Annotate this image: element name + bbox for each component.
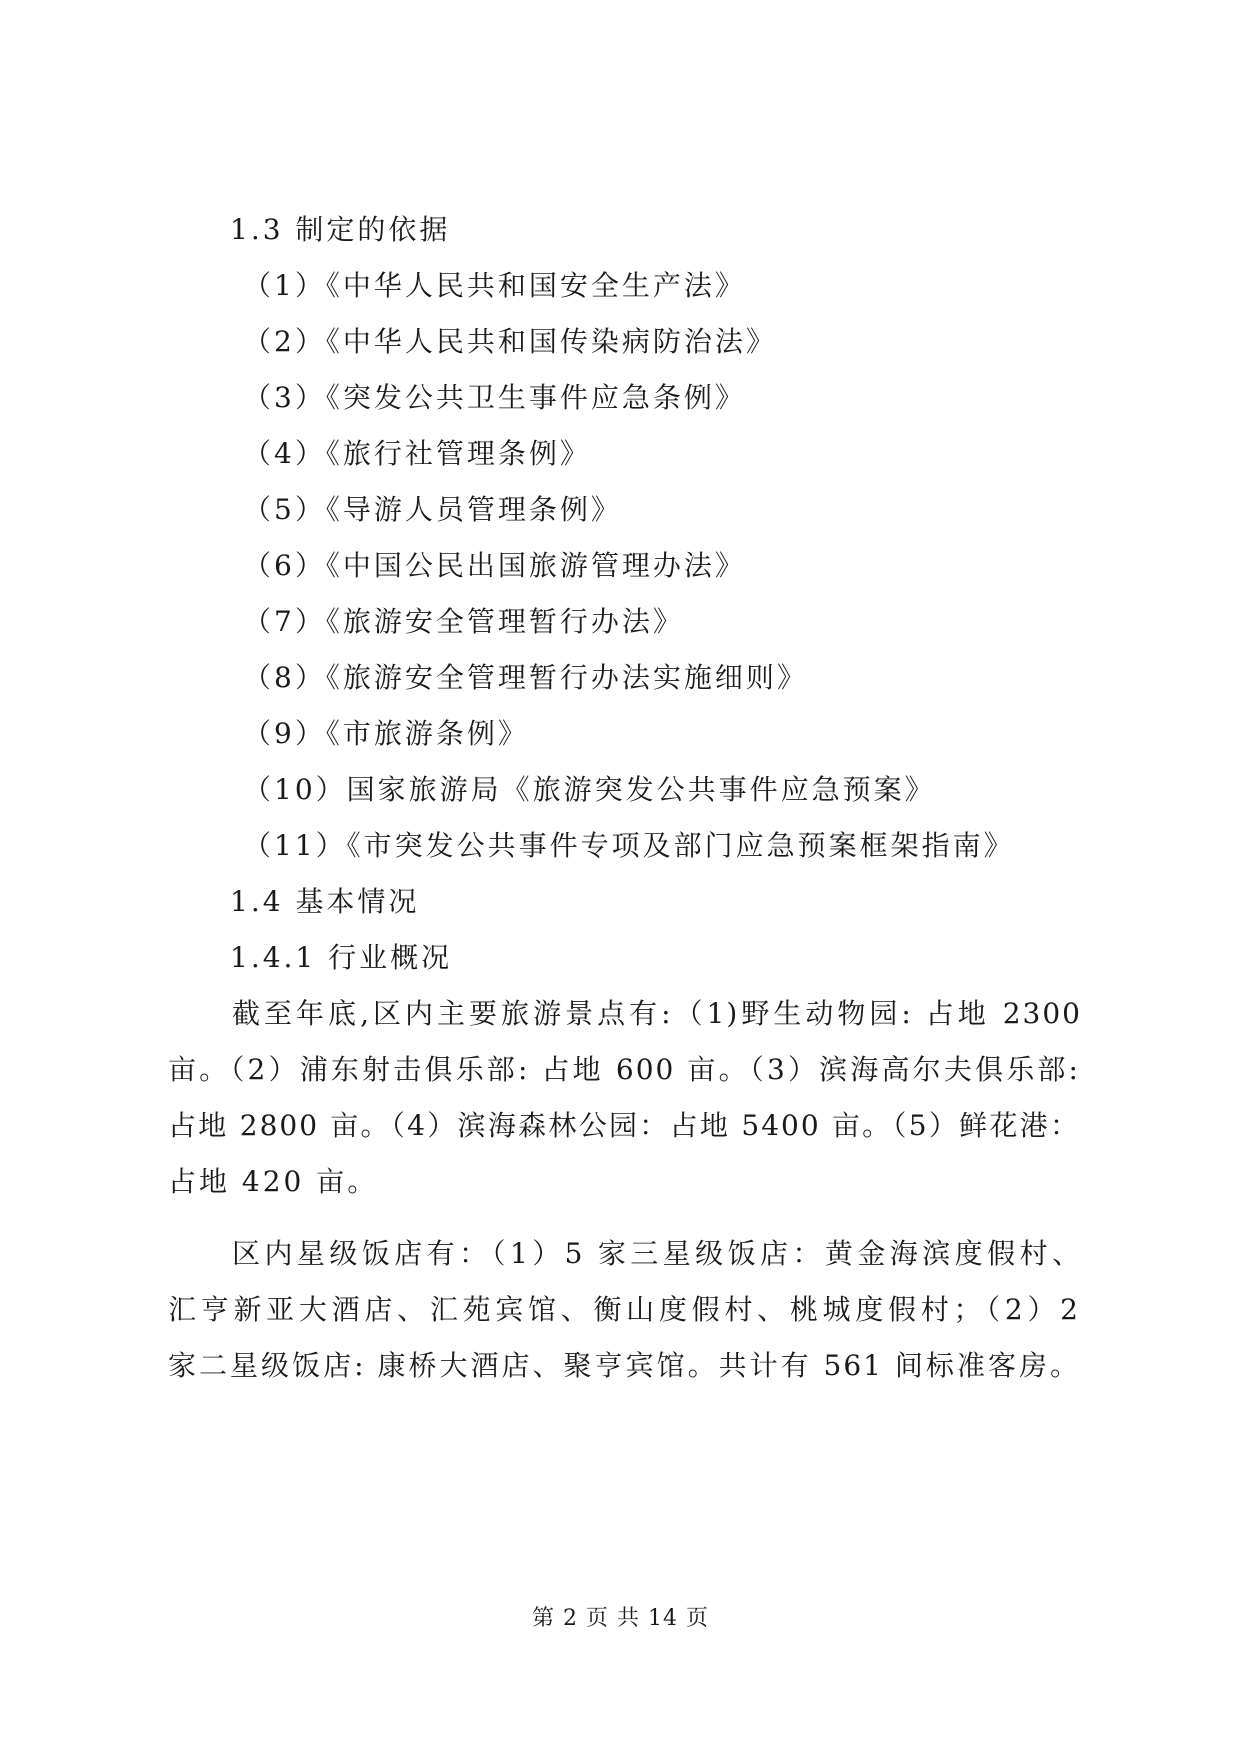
- paragraph-attractions-line-4: 占地 420 亩。: [168, 1165, 379, 1198]
- paragraph-hotels-line-2: 汇亨新亚大酒店、汇苑宾馆、衡山度假村、桃城度假村；（2）2: [168, 1293, 1080, 1326]
- section-heading-1-4: 1.4 基本情况: [230, 885, 420, 918]
- paragraph-hotels-line-1: 区内星级饭店有：（1）5 家三星级饭店：黄金海滨度假村、: [232, 1237, 1082, 1270]
- basis-item-6: （6）《中国公民出国旅游管理办法》: [243, 549, 746, 582]
- basis-item-11: （11）《市突发公共事件专项及部门应急预案框架指南》: [243, 829, 1015, 862]
- section-heading-1-3: 1.3 制定的依据: [230, 213, 451, 246]
- basis-item-3: （3）《突发公共卫生事件应急条例》: [243, 381, 746, 414]
- paragraph-attractions-line-2: 亩。（2）浦东射击俱乐部: 占地 600 亩。（3）滨海高尔夫俱乐部:: [168, 1053, 1080, 1086]
- paragraph-attractions-line-3: 占地 2800 亩。（4）滨海森林公园：占地 5400 亩。（5）鲜花港：: [168, 1109, 1080, 1142]
- basis-item-7: （7）《旅游安全管理暂行办法》: [243, 605, 684, 638]
- basis-item-8: （8）《旅游安全管理暂行办法实施细则》: [243, 661, 808, 694]
- paragraph-attractions-line-1: 截至年底,区内主要旅游景点有:（1)野生动物园: 占地 2300: [232, 997, 1082, 1030]
- page-footer: 第 2 页 共 14 页: [532, 1606, 709, 1631]
- basis-item-1: （1）《中华人民共和国安全生产法》: [243, 269, 746, 302]
- basis-item-5: （5）《导游人员管理条例》: [243, 493, 622, 526]
- paragraph-hotels-line-3: 家二星级饭店: 康桥大酒店、聚亨宾馆。共计有 561 间标准客房。: [168, 1349, 1080, 1382]
- basis-item-10: （10）国家旅游局《旅游突发公共事件应急预案》: [243, 773, 936, 806]
- subsection-heading-1-4-1: 1.4.1 行业概况: [230, 941, 453, 974]
- basis-item-4: （4）《旅行社管理条例》: [243, 437, 591, 470]
- basis-item-2: （2）《中华人民共和国传染病防治法》: [243, 325, 777, 358]
- basis-item-9: （9）《市旅游条例》: [243, 717, 529, 750]
